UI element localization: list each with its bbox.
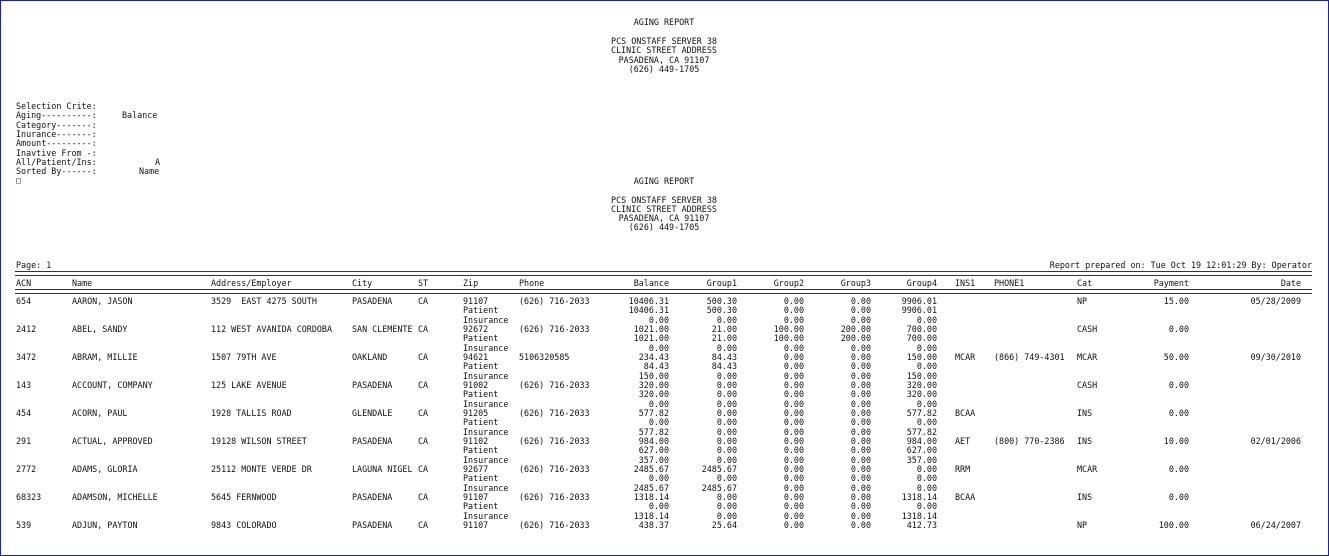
- cell-balance: 0.00: [648, 342, 669, 353]
- clinic-address-repeat: CLINIC STREET ADDRESS: [611, 203, 717, 214]
- criteria-label: Aging----------:: [16, 110, 97, 121]
- cell-name: ADAMSON, MICHELLE: [72, 492, 158, 502]
- cell-group2: 0.00: [783, 510, 804, 521]
- cell-zip: 91002: [463, 380, 489, 390]
- cell-group1: 2485.67: [701, 482, 737, 493]
- cell-group2: 0.00: [783, 520, 804, 530]
- cell-phone: (626) 716-2033: [519, 436, 590, 446]
- cell-subrow-label: Insurance: [463, 370, 509, 381]
- cell-group1: 0.00: [716, 370, 737, 381]
- column-header-payment: Payment: [1153, 278, 1189, 288]
- cell-group1: 84.43: [711, 361, 737, 372]
- cell-group3: 0.00: [850, 454, 871, 465]
- cell-phone1: (866) 749-4301: [994, 352, 1065, 362]
- clinic-phone-repeat: (626) 449-1705: [628, 222, 700, 233]
- cell-zip: 91102: [463, 436, 489, 446]
- cell-group1: 25.64: [711, 520, 737, 530]
- cell-payment: 0.00: [1168, 492, 1189, 502]
- cell-city: PASADENA: [352, 520, 393, 530]
- cell-group3: 0.00: [850, 398, 871, 409]
- cell-group3: 0.00: [850, 389, 871, 400]
- cell-phone: (626) 716-2033: [519, 324, 590, 334]
- cell-name: ADJUN, PAYTON: [72, 520, 138, 530]
- column-header-city: City: [352, 278, 373, 288]
- cell-balance: 320.00: [638, 389, 669, 400]
- cell-state: CA: [418, 408, 429, 418]
- cell-balance: 10406.31: [628, 305, 669, 316]
- report-title-repeat: AGING REPORT: [633, 176, 695, 186]
- cell-cat: INS: [1077, 408, 1093, 418]
- cell-group4: 700.00: [906, 324, 937, 334]
- cell-group2: 0.00: [783, 464, 804, 474]
- column-header-group2: Group2: [773, 278, 804, 288]
- cell-zip: 91107: [463, 296, 489, 306]
- cell-acn: 3472: [16, 352, 37, 362]
- cell-address: 25112 MONTE VERDE DR: [211, 464, 312, 474]
- cell-acn: 2772: [16, 464, 37, 474]
- cell-city: PASADENA: [352, 296, 393, 306]
- cell-state: CA: [418, 296, 429, 306]
- cell-group4: 0.00: [916, 314, 937, 325]
- cell-group1: 84.43: [711, 352, 737, 362]
- column-header-phone: Phone: [519, 278, 545, 288]
- cell-group2: 0.00: [783, 352, 804, 362]
- cell-ins1: AET: [955, 436, 971, 446]
- cell-group2: 0.00: [783, 436, 804, 446]
- cell-group2: 0.00: [783, 389, 804, 400]
- cell-group4: 0.00: [916, 482, 937, 493]
- cell-group1: 0.00: [716, 501, 737, 512]
- cell-phone: 5106320585: [519, 352, 570, 362]
- cell-state: CA: [418, 352, 429, 362]
- cell-group3: 0.00: [850, 361, 871, 372]
- cell-group3: 0.00: [850, 296, 871, 306]
- cell-payment: 100.00: [1158, 520, 1189, 530]
- cell-group3: 0.00: [850, 380, 871, 390]
- column-header-address-employer: Address/Employer: [211, 278, 292, 288]
- cell-group2: 0.00: [783, 314, 804, 325]
- cell-group2: 0.00: [783, 408, 804, 418]
- clinic-address: CLINIC STREET ADDRESS: [611, 45, 717, 56]
- cell-group1: 0.00: [716, 380, 737, 390]
- cell-cat: MCAR: [1077, 464, 1098, 474]
- cell-balance: 2485.67: [633, 482, 669, 493]
- cell-city: SAN CLEMENTE: [352, 324, 413, 334]
- cell-group2: 0.00: [783, 296, 804, 306]
- page-number: Page: 1: [16, 260, 52, 270]
- cell-balance: 0.00: [648, 473, 669, 484]
- cell-subrow-label: Insurance: [463, 342, 509, 353]
- cell-zip: 91205: [463, 408, 489, 418]
- criteria-label: All/Patient/Ins:: [16, 156, 97, 167]
- cell-subrow-label: Patient: [463, 417, 499, 428]
- cell-group2: 0.00: [783, 473, 804, 484]
- cell-group4: 150.00: [906, 370, 937, 381]
- cell-subrow-label: Patient: [463, 501, 499, 512]
- cell-group4: 412.73: [906, 520, 937, 530]
- cell-balance: 1318.14: [633, 510, 669, 521]
- cell-city: LAGUNA NIGEL: [352, 464, 413, 474]
- cell-group4: 577.82: [906, 426, 937, 437]
- cell-group1: 0.00: [716, 426, 737, 437]
- criteria-value: Balance: [122, 110, 158, 121]
- clinic-city: PASADENA, CA 91107: [618, 54, 710, 65]
- cell-group2: 0.00: [783, 417, 804, 428]
- cell-balance: 2485.67: [633, 464, 669, 474]
- criteria-label: Category-------:: [16, 119, 97, 130]
- cell-subrow-label: Insurance: [463, 314, 509, 325]
- cell-balance: 150.00: [638, 370, 669, 381]
- cell-group3: 0.00: [850, 520, 871, 530]
- cell-payment: 0.00: [1168, 408, 1189, 418]
- column-header-group3: Group3: [840, 278, 871, 288]
- cell-cat: NP: [1077, 296, 1088, 306]
- cell-group4: 320.00: [906, 389, 937, 400]
- cell-balance: 0.00: [648, 398, 669, 409]
- cell-address: 3529 EAST 4275 SOUTH: [211, 296, 317, 306]
- cell-balance: 10406.31: [628, 296, 669, 306]
- cell-date: 02/01/2006: [1250, 436, 1301, 446]
- column-header-ins1: INS1: [955, 278, 976, 288]
- cell-group4: 0.00: [916, 473, 937, 484]
- cell-address: 112 WEST AVANIDA CORDOBA: [211, 324, 333, 334]
- cell-group1: 0.00: [716, 445, 737, 456]
- cell-subrow-label: Patient: [463, 389, 499, 400]
- column-header-group4: Group4: [906, 278, 937, 288]
- cell-payment: 10.00: [1163, 436, 1189, 446]
- cell-group4: 577.82: [906, 408, 937, 418]
- cell-balance: 0.00: [648, 501, 669, 512]
- cell-group3: 0.00: [850, 342, 871, 353]
- cell-group4: 0.00: [916, 361, 937, 372]
- cell-group4: 0.00: [916, 464, 937, 474]
- cell-group1: 0.00: [716, 389, 737, 400]
- cell-balance: 357.00: [638, 454, 669, 465]
- cell-balance: 1021.00: [633, 324, 669, 334]
- cell-group1: 0.00: [716, 342, 737, 353]
- cell-cat: INS: [1077, 492, 1093, 502]
- cell-group2: 0.00: [783, 426, 804, 437]
- cell-group1: 0.00: [716, 408, 737, 418]
- cell-subrow-label: Patient: [463, 445, 499, 456]
- cell-subrow-label: Patient: [463, 333, 499, 344]
- cell-group3: 0.00: [850, 370, 871, 381]
- cell-group2: 100.00: [773, 324, 804, 334]
- column-header-phone1: PHONE1: [994, 278, 1025, 288]
- box-glyph: □: [16, 175, 22, 186]
- cell-group1: 0.00: [716, 398, 737, 409]
- cell-group1: 500.30: [706, 305, 737, 316]
- cell-group4: 1318.14: [901, 510, 937, 521]
- cell-address: 125 LAKE AVENUE: [211, 380, 287, 390]
- cell-zip: 91107: [463, 520, 489, 530]
- cell-group4: 0.00: [916, 417, 937, 428]
- cell-group1: 0.00: [716, 436, 737, 446]
- cell-balance: 438.37: [638, 520, 669, 530]
- cell-ins1: RRM: [955, 464, 971, 474]
- cell-state: CA: [418, 380, 429, 390]
- cell-group1: 0.00: [716, 417, 737, 428]
- cell-payment: 50.00: [1163, 352, 1189, 362]
- cell-group2: 0.00: [783, 482, 804, 493]
- cell-name: ABRAM, MILLIE: [72, 352, 138, 362]
- cell-group4: 0.00: [916, 398, 937, 409]
- cell-balance: 577.82: [638, 408, 669, 418]
- cell-group4: 9906.01: [901, 296, 937, 306]
- cell-state: CA: [418, 520, 429, 530]
- cell-address: 5645 FERNWOOD: [211, 492, 277, 502]
- cell-group2: 0.00: [783, 398, 804, 409]
- cell-city: PASADENA: [352, 492, 393, 502]
- cell-balance: 320.00: [638, 380, 669, 390]
- cell-group2: 0.00: [783, 342, 804, 353]
- cell-group2: 0.00: [783, 445, 804, 456]
- report-title: AGING REPORT: [633, 17, 695, 27]
- cell-state: CA: [418, 492, 429, 502]
- cell-group4: 0.00: [916, 501, 937, 512]
- cell-name: ABEL, SANDY: [72, 324, 128, 334]
- cell-subrow-label: Insurance: [463, 398, 509, 409]
- cell-group2: 0.00: [783, 361, 804, 372]
- column-header-group1: Group1: [706, 278, 737, 288]
- cell-group1: 0.00: [716, 473, 737, 484]
- cell-balance: 0.00: [648, 417, 669, 428]
- cell-group3: 0.00: [850, 417, 871, 428]
- cell-balance: 0.00: [648, 314, 669, 325]
- cell-city: PASADENA: [352, 380, 393, 390]
- cell-group2: 0.00: [783, 370, 804, 381]
- criteria-label: Inavtive From -:: [16, 147, 97, 158]
- cell-cat: INS: [1077, 436, 1093, 446]
- cell-name: ACTUAL, APPROVED: [72, 436, 153, 446]
- cell-group4: 1318.14: [901, 492, 937, 502]
- cell-group4: 9906.01: [901, 305, 937, 316]
- cell-balance: 234.43: [638, 352, 669, 362]
- cell-subrow-label: Insurance: [463, 426, 509, 437]
- cell-payment: 0.00: [1168, 324, 1189, 334]
- cell-balance: 627.00: [638, 445, 669, 456]
- cell-group3: 200.00: [840, 333, 871, 344]
- cell-cat: CASH: [1077, 324, 1098, 334]
- cell-group3: 0.00: [850, 510, 871, 521]
- cell-name: ACCOUNT, COMPANY: [72, 380, 153, 390]
- cell-ins1: BCAA: [955, 408, 976, 418]
- cell-phone: (626) 716-2033: [519, 492, 590, 502]
- cell-group1: 2485.67: [701, 464, 737, 474]
- cell-group1: 0.00: [716, 454, 737, 465]
- cell-group3: 0.00: [850, 426, 871, 437]
- cell-phone: (626) 716-2033: [519, 408, 590, 418]
- cell-ins1: MCAR: [955, 352, 976, 362]
- cell-group3: 0.00: [850, 314, 871, 325]
- cell-group4: 700.00: [906, 333, 937, 344]
- cell-subrow-label: Insurance: [463, 510, 509, 521]
- cell-state: CA: [418, 324, 429, 334]
- cell-cat: MCAR: [1077, 352, 1098, 362]
- cell-cat: CASH: [1077, 380, 1098, 390]
- cell-city: GLENDALE: [352, 408, 393, 418]
- cell-acn: 539: [16, 520, 32, 530]
- column-header-acn: ACN: [16, 278, 32, 288]
- cell-balance: 1021.00: [633, 333, 669, 344]
- cell-payment: 0.00: [1168, 380, 1189, 390]
- clinic-phone: (626) 449-1705: [628, 63, 700, 74]
- cell-address: 9843 COLORADO: [211, 520, 277, 530]
- cell-acn: 2412: [16, 324, 37, 334]
- cell-group3: 200.00: [840, 324, 871, 334]
- cell-city: OAKLAND: [352, 352, 388, 362]
- cell-city: PASADENA: [352, 436, 393, 446]
- column-header-date: Date: [1280, 278, 1301, 288]
- cell-acn: 454: [16, 408, 32, 418]
- cell-acn: 654: [16, 296, 32, 306]
- cell-group4: 0.00: [916, 342, 937, 353]
- cell-balance: 1318.14: [633, 492, 669, 502]
- cell-balance: 84.43: [643, 361, 669, 372]
- cell-state: CA: [418, 436, 429, 446]
- server-name-repeat: PCS ONSTAFF SERVER 38: [611, 194, 717, 205]
- column-header-st: ST: [418, 278, 429, 288]
- clinic-city-repeat: PASADENA, CA 91107: [618, 213, 710, 224]
- column-header-zip: Zip: [463, 278, 479, 288]
- criteria-value: A: [155, 156, 161, 167]
- header-rule-top: [15, 271, 1312, 276]
- column-header-name: Name: [72, 278, 93, 288]
- cell-group4: 357.00: [906, 454, 937, 465]
- cell-subrow-label: Insurance: [463, 482, 509, 493]
- cell-group2: 100.00: [773, 333, 804, 344]
- cell-zip: 91107: [463, 492, 489, 502]
- cell-ins1: BCAA: [955, 492, 976, 502]
- criteria-value: Name: [139, 166, 160, 177]
- cell-group1: 0.00: [716, 510, 737, 521]
- cell-zip: 92672: [463, 324, 489, 334]
- cell-subrow-label: Patient: [463, 361, 499, 372]
- cell-group2: 0.00: [783, 305, 804, 316]
- cell-name: AARON, JASON: [72, 296, 133, 306]
- cell-state: CA: [418, 464, 429, 474]
- cell-phone: (626) 716-2033: [519, 464, 590, 474]
- cell-date: 05/28/2009: [1250, 296, 1301, 306]
- cell-group1: 0.00: [716, 314, 737, 325]
- cell-address: 1507 79TH AVE: [211, 352, 277, 362]
- cell-balance: 577.82: [638, 426, 669, 437]
- column-header-balance: Balance: [633, 278, 669, 288]
- cell-date: 06/24/2007: [1250, 520, 1301, 530]
- cell-payment: 0.00: [1168, 464, 1189, 474]
- cell-name: ADAMS, GLORIA: [72, 464, 138, 474]
- cell-group1: 21.00: [711, 333, 737, 344]
- cell-subrow-label: Insurance: [463, 454, 509, 465]
- cell-group3: 0.00: [850, 464, 871, 474]
- cell-subrow-label: Patient: [463, 473, 499, 484]
- cell-group3: 0.00: [850, 473, 871, 484]
- cell-phone: (626) 716-2033: [519, 380, 590, 390]
- cell-acn: 68323: [16, 492, 42, 502]
- cell-group4: 984.00: [906, 436, 937, 446]
- cell-balance: 984.00: [638, 436, 669, 446]
- cell-group3: 0.00: [850, 352, 871, 362]
- cell-payment: 15.00: [1163, 296, 1189, 306]
- cell-acn: 143: [16, 380, 32, 390]
- cell-group1: 21.00: [711, 324, 737, 334]
- cell-group3: 0.00: [850, 445, 871, 456]
- cell-phone1: (800) 770-2386: [994, 436, 1065, 446]
- cell-group4: 627.00: [906, 445, 937, 456]
- cell-zip: 92677: [463, 464, 489, 474]
- header-rule-bottom: [15, 289, 1312, 294]
- cell-group3: 0.00: [850, 436, 871, 446]
- cell-group1: 0.00: [716, 492, 737, 502]
- column-header-cat: Cat: [1077, 278, 1093, 288]
- cell-address: 19128 WILSON STREET: [211, 436, 307, 446]
- cell-group3: 0.00: [850, 305, 871, 316]
- criteria-label: Inurance-------:: [16, 128, 97, 139]
- cell-date: 09/30/2010: [1250, 352, 1301, 362]
- report-prepared: Report prepared on: Tue Oct 19 12:01:29 By: Operator: [1049, 260, 1312, 270]
- cell-group2: 0.00: [783, 492, 804, 502]
- cell-group3: 0.00: [850, 492, 871, 502]
- cell-cat: NP: [1077, 520, 1088, 530]
- criteria-label: Amount---------:: [16, 138, 97, 149]
- cell-group2: 0.00: [783, 454, 804, 465]
- cell-group3: 0.00: [850, 501, 871, 512]
- cell-group2: 0.00: [783, 501, 804, 512]
- cell-group2: 0.00: [783, 380, 804, 390]
- server-name: PCS ONSTAFF SERVER 38: [611, 36, 717, 46]
- cell-subrow-label: Patient: [463, 305, 499, 316]
- cell-name: ACORN, PAUL: [72, 408, 128, 418]
- cell-phone: (626) 716-2033: [519, 296, 590, 306]
- cell-address: 1928 TALLIS ROAD: [211, 408, 292, 418]
- criteria-label: Sorted By------:: [16, 166, 97, 177]
- cell-group1: 500.30: [706, 296, 737, 306]
- cell-zip: 94621: [463, 352, 489, 362]
- cell-group4: 320.00: [906, 380, 937, 390]
- cell-group3: 0.00: [850, 482, 871, 493]
- criteria-label: Selection Crite:: [16, 101, 97, 111]
- cell-phone: (626) 716-2033: [519, 520, 590, 530]
- cell-acn: 291: [16, 436, 32, 446]
- cell-group4: 150.00: [906, 352, 937, 362]
- cell-group3: 0.00: [850, 408, 871, 418]
